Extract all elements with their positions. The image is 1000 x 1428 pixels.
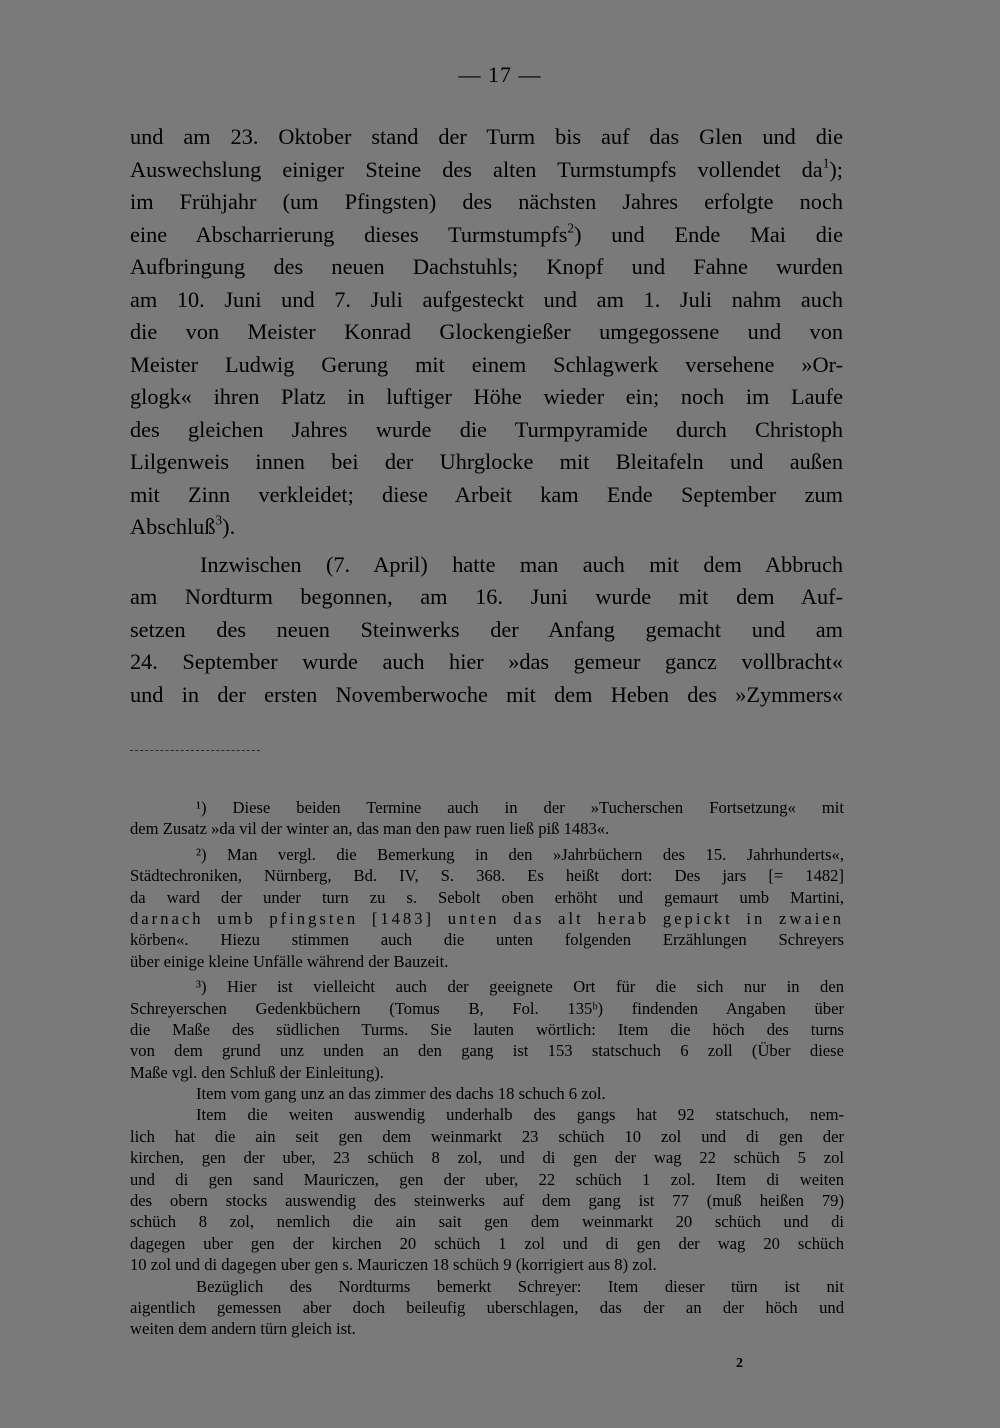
footnote-line: Städtechroniken, Nürnberg, Bd. IV, S. 368. Es heißt dort: Des jars [= 1482] bbox=[130, 866, 844, 886]
footnote-line: da ward der under turn zu s. Sebolt oben erhöht und gemaurt umb Martini, bbox=[130, 887, 844, 907]
page-number: — 17 — bbox=[458, 62, 542, 87]
text-line: Inzwischen (7. April) hatte man auch mit dem Abbruch bbox=[200, 551, 843, 577]
footnote-line: Maße vgl. den Schluß der Einleitung). bbox=[130, 1062, 384, 1082]
footnote-line: Schreyerschen Gedenkbüchern (Tomus B, Fol. 135ᵇ) findenden Angaben über bbox=[130, 998, 844, 1018]
text-line: mit Zinn verkleidet; diese Arbeit kam Ende September zum bbox=[130, 481, 843, 507]
footnote-line: ³) Hier ist vielleicht auch der geeignete Ort für die sich nur in den bbox=[196, 977, 844, 997]
text-line: die von Meister Konrad Glockengießer umgegossene und von bbox=[130, 319, 843, 344]
footnote-line: über einige kleine Unfälle während der Bauzeit. bbox=[130, 951, 449, 971]
signature-mark: 2 bbox=[736, 1356, 743, 1371]
footnote-line: weiten dem andern türn gleich ist. bbox=[130, 1319, 356, 1339]
footnote-line: ²) Man vergl. die Bemerkung in den »Jahrbüchern des 15. Jahrhunderts«, bbox=[196, 844, 844, 864]
text-line: eine Abscharrierung dieses Turmstumpfs$^2$) und Ende Mai die bbox=[130, 220, 844, 247]
text-line: des gleichen Jahres wurde die Turmpyramide durch Christoph bbox=[130, 416, 843, 442]
text-line: und in der ersten Novemberwoche mit dem Heben des »Zymmers« bbox=[130, 681, 843, 707]
footnote-line: von dem grund unz unden an den gang ist 153 statschuch 6 zoll (Über diese bbox=[130, 1041, 844, 1061]
text-line: setzen des neuen Steinwerks der Anfang gemacht und am bbox=[130, 616, 843, 642]
text-line: Aufbringung des neuen Dachstuhls; Knopf und Fahne wurden bbox=[130, 254, 843, 279]
text-line: am Nordturm begonnen, am 16. Juni wurde mit dem Auf- bbox=[130, 584, 843, 609]
footnote-line: dagegen uber gen der kirchen 20 schüch 1 zol und di gen der wag 20 schüch bbox=[130, 1233, 844, 1253]
footnote-line: schüch 8 zol, nemlich die ain sait gen dem weinmarkt 20 schüch und di bbox=[130, 1212, 844, 1232]
footnote-line: und di gen sand Mauriczen, gen der uber, 22 schüch 1 zol. Item di weiten bbox=[130, 1169, 844, 1189]
footnote-ref: 1 bbox=[822, 155, 830, 171]
footnote-line: die Maße des südlichen Turms. Sie lauten wörtlich: Item die höch des turns bbox=[130, 1019, 844, 1039]
text-line: glogk« ihren Platz in luftiger Höhe wieder ein; noch im Laufe bbox=[130, 384, 843, 409]
text-line: und am 23. Oktober stand der Turm bis auf das Glen und die bbox=[130, 124, 843, 149]
footnote-divider bbox=[130, 750, 260, 751]
footnote-ref: 3 bbox=[215, 512, 223, 528]
text-line: 24. September wurde auch hier »das gemeur gancz vollbracht« bbox=[130, 649, 843, 674]
footnote-line: Item die weiten auswendig underhalb des gangs hat 92 statschuch, nem- bbox=[196, 1105, 844, 1125]
text-line: Auswechslung einiger Steine des alten Turmstumpfs vollendet $da^1$); bbox=[130, 155, 843, 182]
footnote-line: aigentlich gemessen aber doch beileufig uberschlagen, das der an der höch und bbox=[130, 1297, 844, 1317]
main-text bbox=[130, 121, 843, 711]
text-line: Abschluß$^3$). bbox=[130, 512, 236, 539]
footnote-line: ¹) Diese beiden Termine auch in der »Tucherschen Fortsetzung« mit bbox=[196, 798, 844, 817]
footnote-line: dem Zusatz »da vil der winter an, das man den paw ruen ließ piß 1483«. bbox=[130, 819, 610, 839]
text-line: Lilgenweis innen bei der Uhrglocke mit Bleitafeln und außen bbox=[130, 449, 843, 474]
text-line: Meister Ludwig Gerung mit einem Schlagwerk versehene »Or- bbox=[130, 351, 843, 377]
footnote-line: Item vom gang unz an das zimmer des dachs 18 schuch 6 zol. bbox=[196, 1084, 606, 1104]
footnotes bbox=[130, 797, 844, 1340]
footnote-line: darnach umb pfingsten [1483] unten das alt herab gepickt in zwaien bbox=[130, 908, 844, 928]
text-line: im Frühjahr (um Pfingsten) des nächsten Jahres erfolgte noch bbox=[130, 189, 843, 214]
footnote-line: körben«. Hiezu stimmen auch die unten folgenden Erzählungen Schreyers bbox=[130, 930, 844, 950]
footnote-ref: 2 bbox=[567, 220, 575, 236]
footnote-line: Bezüglich des Nordturms bemerkt Schreyer: Item dieser türn ist nit bbox=[196, 1276, 844, 1296]
footnote-line: kirchen, gen der uber, 23 schüch 8 zol, und di gen der wag 22 schüch 5 zol bbox=[130, 1148, 844, 1168]
text-line: am 10. Juni und 7. Juli aufgesteckt und am 1. Juli nahm auch bbox=[130, 286, 843, 312]
footnote-line: 10 zol und di dagegen uber gen s. Mauriczen 18 schüch 9 (korrigiert aus 8) zol. bbox=[130, 1255, 657, 1275]
footnote-line: lich hat die ain seit gen dem weinmarkt 23 schüch 10 zol und di gen der bbox=[130, 1126, 844, 1146]
footnote-line: des obern stocks auswendig des steinwerks auf dem gang ist 77 (muß heißen 79) bbox=[130, 1191, 844, 1211]
